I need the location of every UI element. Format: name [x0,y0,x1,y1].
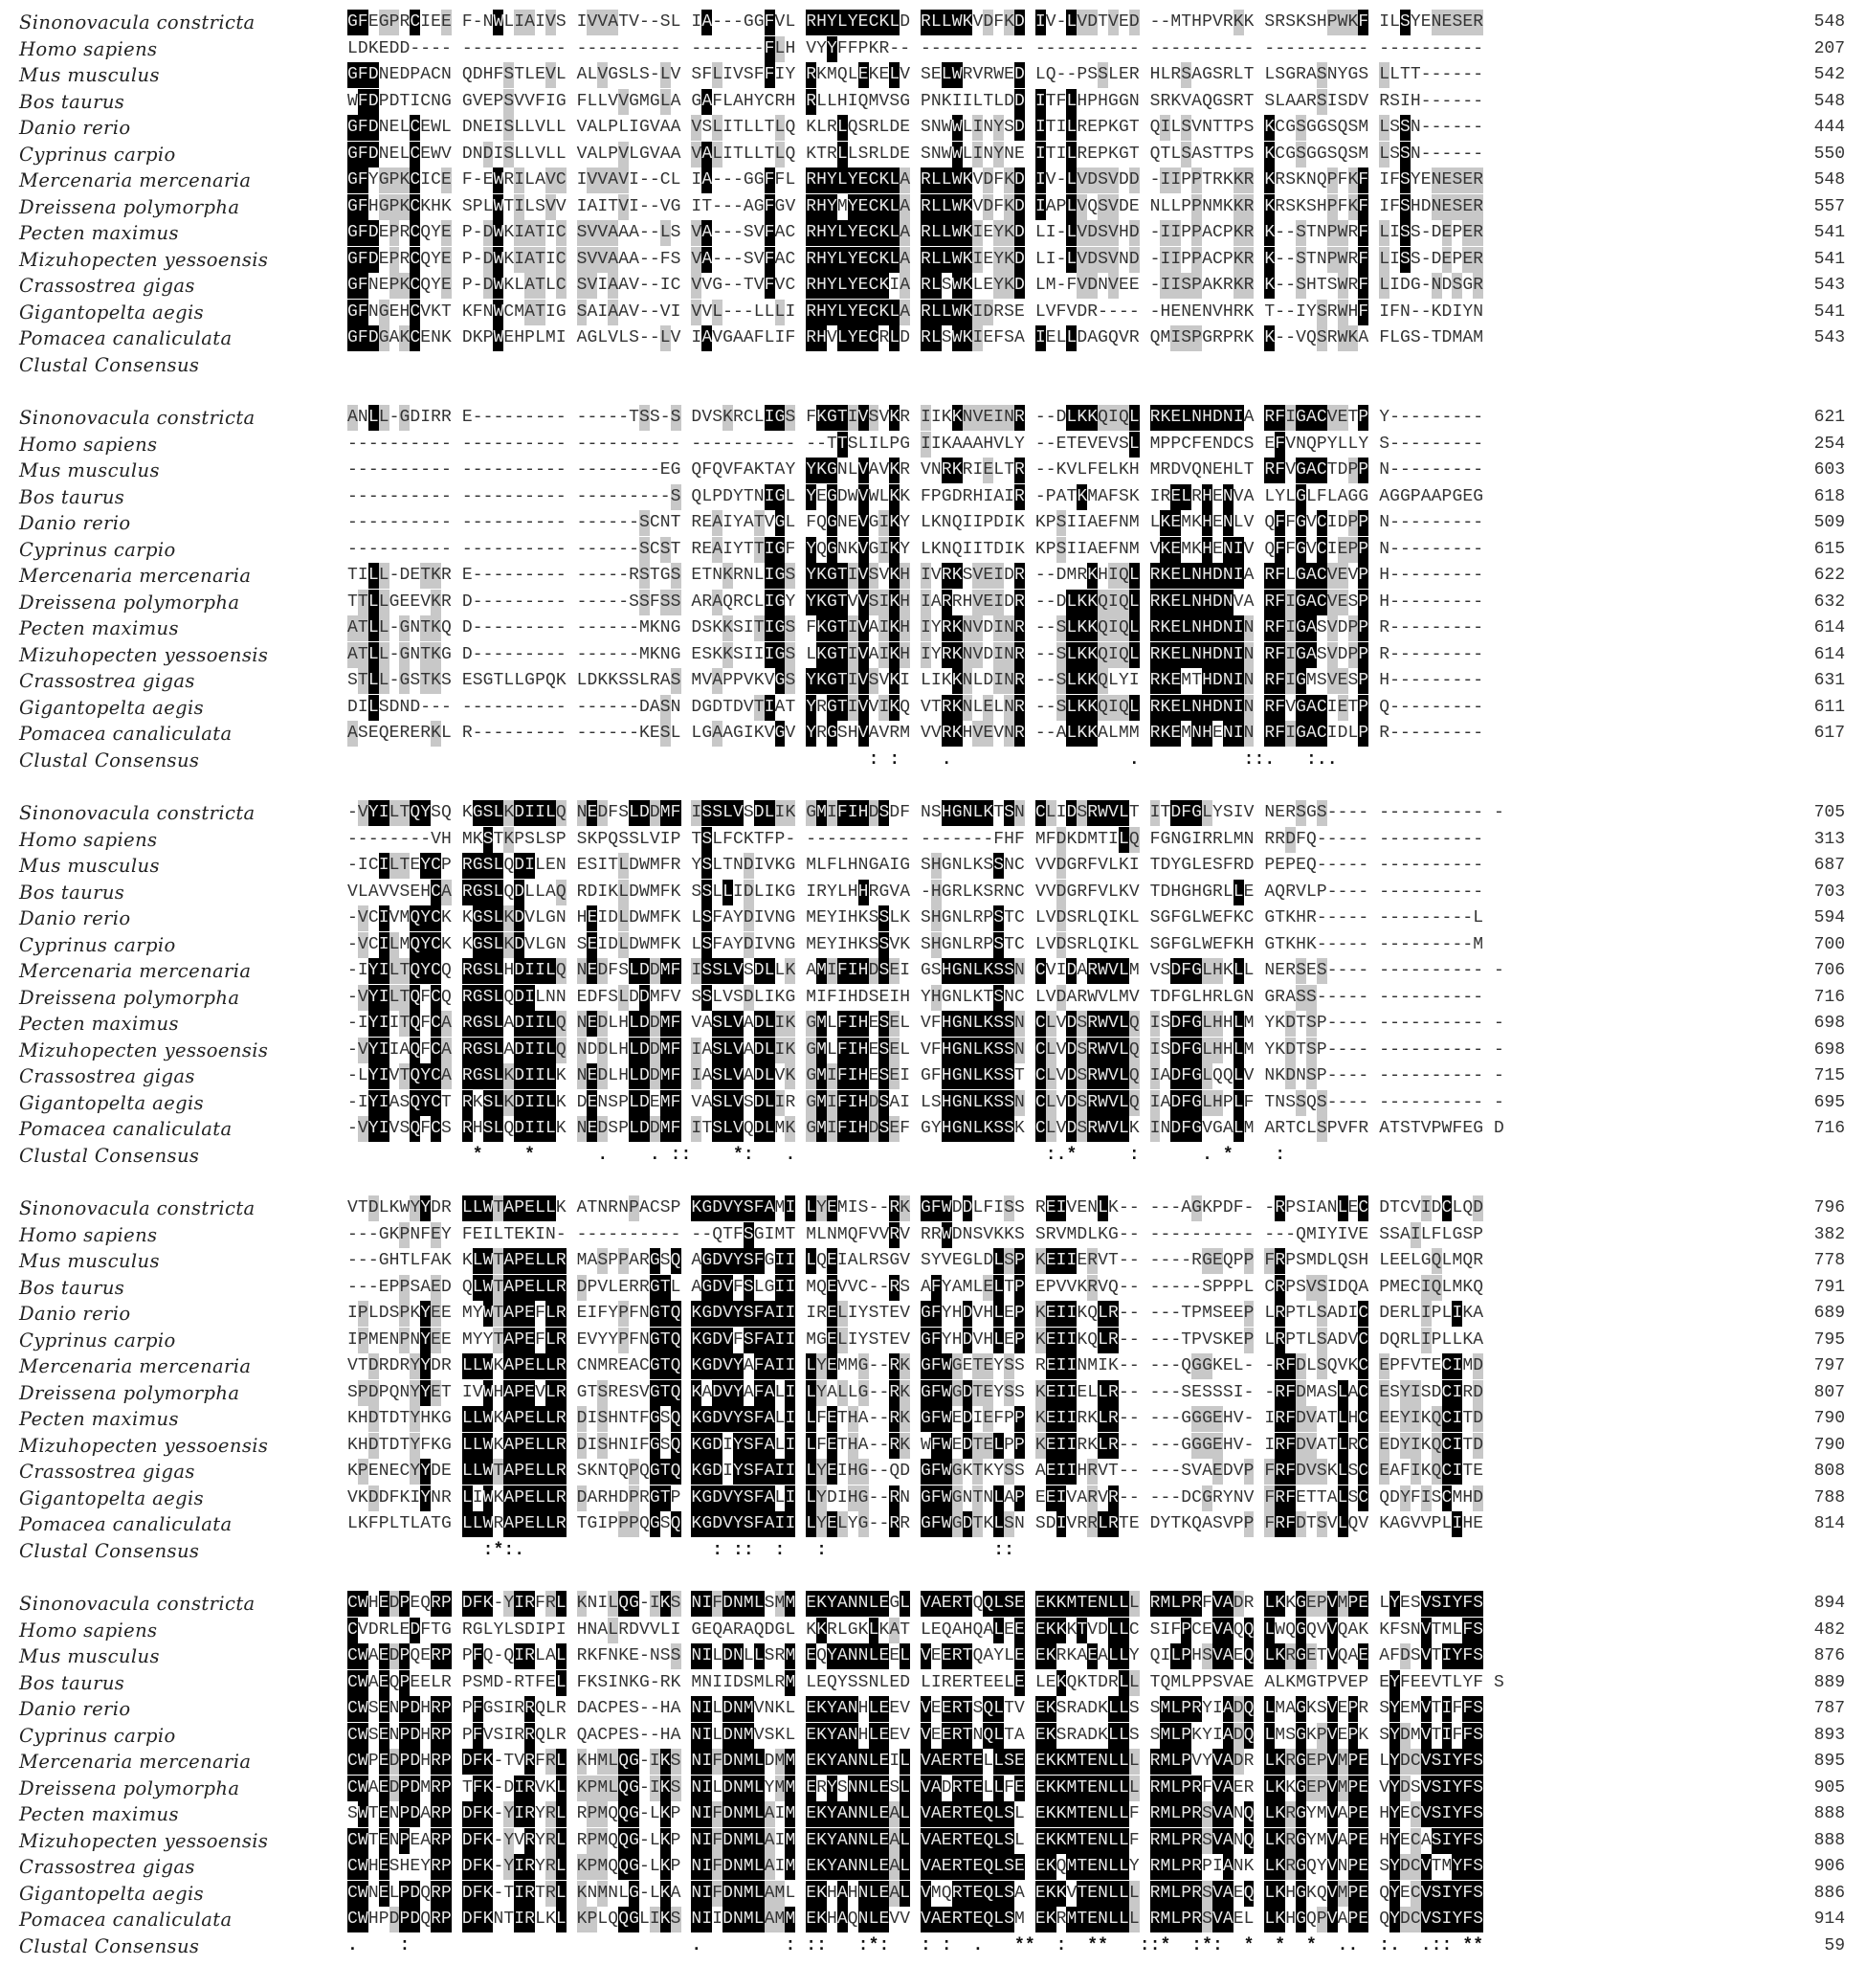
sequence-residues: -IYIASQYCT RKSLKDIILK DENSPLDEMF VASLVSDLIR GMIFIHDSAI LSHGNLKSSN CLVDSRWVLQ IADFGLHPLF TNSSQS---- ---------- - [347,1090,1504,1116]
consensus-count: 59 [1824,1935,1845,1955]
sequence-residues: ATLL-GNTKQ D--------- ------MKNG DSKKSITIGS FKGTIVAIKH IYRKNVDINR --SLKKQIQL RKELNHDNIN RFIGASVDPP R--------- [347,615,1483,641]
residue-end-position: 444 [1813,118,1845,137]
sequence-residues: -VYILTQYSQ KGSLKDIILQ NEDFSLDDMF ISSLVSDLIK GMIFIHDSDF NSHGNLKTSN CLIDSRWVLT ITDFGLYSIV NERSGS---- ---------- - [347,800,1504,826]
species-name: Pecten maximus [19,1803,179,1825]
sequence-residues: -VYIVSQFCS RHSLQDIILK NEDSPLDDMF ITSLVQDLMK GMIFIHDSEF GYHGNLKSSK CLVDSRWVLK INDFGVGALM ARTCLSPVFR ATSTVPWFEG D [347,1116,1504,1142]
sequence-residues: ANLL-GDIRR E--------- -----TSS-S DVSKRCLIGS FKGTIVSVKR IIKKNVEINR --DLKKQIQL RKELNHDNIA RFIGACVETP Y--------- [347,405,1483,431]
sequence-residues: ---GHTLFAK KLWTAPELLR MASPPARGSQ AGDVYSFGII LQEIALRSGV SYVEGLDLSP KEIIERVT-- ----RGEQPP FRPSMDLQSH LEELGQLMQR [347,1248,1483,1274]
sequence-residues: -VYILTQFCQ RGSLQDILNN EDFSLDDMFV SSLVSDLIKG MIFIHDSEIH YHGNLKTSNC LVDARWVLMV TDFGLHRLGN GRASS----- ---------- [347,985,1504,1011]
sequence-row [0,590,1867,615]
sequence-residues: CWHEDPEQRP DFK-YIRFRL KNILQG-IKS NIFDNMLSMM EKYANNLEGL VAERTQQLSE EKKMTENLLL RMLPRFVADR LKKGEPVMPE LYESVSIYFS [347,1591,1504,1617]
residue-end-position: 482 [1813,1619,1845,1640]
sequence-row [0,1776,1867,1801]
sequence-row [0,510,1867,536]
species-name: Mercenaria mercenaria [19,565,252,587]
sequence-residues: IPLDSPKYEE MYWTAPEFLR EIFYPFNGTQ KGDVYSFAII IRELIYSTEV GFYHDVHLEP KEIIKQLR-- ---TPMSEEP LRPTLSADIC DERLIPLIKA [347,1301,1483,1327]
species-name: Pomacea canaliculata [19,723,233,745]
species-name: Crassostrea gigas [19,1856,195,1878]
species-name: Pomacea canaliculata [19,1909,233,1931]
residue-end-position: 706 [1813,961,1845,980]
sequence-row [0,1907,1867,1932]
sequence-row [0,300,1867,325]
species-name: Bos taurus [19,881,125,904]
species-name: Pecten maximus [19,222,179,244]
sequence-residues: GFNGEHCVKT KFNWCMATIG SAIAAV--VI VVL---LLLI RHYLYECKLA RLLWKIDRSE LVFVDR---- -HENENVHRK T--IYSRWHF IFN--KDIYN [347,300,1483,325]
sequence-row [0,10,1867,35]
sequence-residues: CWAEDPDMRP TFK-DIRVKL KPMLQG-IKS NILDNMLYMM ERYSNNLESL VADRTELLFE EKKMTENLLL RMLPRFVAER LKKGEPVMPE VYDSVSIYFS [347,1776,1504,1801]
species-name: Mus musculus [19,1645,160,1667]
species-name: Dreissena polymorpha [19,1776,240,1799]
sequence-row [0,247,1867,273]
sequence-residues: --------VH MKSTKPSLSP SKPQSSLVIP TSLFCKTFP- ---------- -------FHF MFDKDMTILQ FGNGIRRLMN RRDFQ----- ---------- [347,827,1504,853]
sequence-row [0,36,1867,62]
species-name: Bos taurus [19,1276,125,1299]
species-name: Mercenaria mercenaria [19,169,252,191]
consensus-row [0,352,1867,378]
species-name: Homo sapiens [19,1223,158,1246]
species-name: Sinonovacula constricta [19,802,256,824]
species-name: Mizuhopecten yessoensis [19,643,269,666]
residue-end-position: 895 [1813,1752,1845,1771]
sequence-row [0,405,1867,431]
sequence-residues: GFNEPKCQYE P-DWKLATLC SVIAAV--IC VVG--TVFVC RHYLYECKIA RLSWKLEYKD LM-FVDNVEE -IISPAKRKR K--SHTSWRF LIDG-NDSGR [347,273,1483,299]
sequence-row [0,827,1867,853]
sequence-residues: STLL-GSTKS ESGTLLGPQK LDKKSSLRAS MVAPPVKVGS YKGTIVSVKI LIKKNLDINR --SLKKQLYI RKEMTHDNIN RFIGMSVESP H--------- [347,668,1483,694]
sequence-residues: GFDEPRCQYE P-DWKIATIC SVVAAA--FS VA---SVFAC RHYLYECKLA RLLWKIEYKD LI-LVDSVND -IIPPACPKR K--STNPWRF LISS-DEPER [347,247,1483,273]
sequence-residues: GFDNELCEWV DNDISLLVLL VALPVLGVAA VALITLLTLQ KTRLLSRLDE SNWWLINYNE ITILREPKGT QTLSASTTPS KCGSGGSQSM LSSN------ [347,142,1483,168]
sequence-row [0,985,1867,1011]
sequence-row [0,325,1867,351]
alignment-block [0,1581,1867,1977]
residue-end-position: 687 [1813,856,1845,875]
species-name: Homo sapiens [19,828,158,851]
residue-end-position: 698 [1813,1039,1845,1060]
consensus-row [0,1933,1867,1959]
sequence-residues: WFDPDTICNG GVEPSVVFIG FLLVVGMGLA GAFLAHYCRH RLLHIQMVSG PNKIILTLDD ITFLHPHGGN SRKVAQGSRT SLAARSISDV RSIH------ [347,89,1483,115]
sequence-residues: GFDNELCEWL DNEISLLVLL VALPLIGVAA VSLITLLTLQ KLRLQSRLDE SNWWLINYSD ITILREPKGT QILSVNTTPS KCGSGGSQSM LSSN------ [347,115,1483,141]
sequence-row [0,905,1867,931]
residue-end-position: 906 [1813,1857,1845,1876]
sequence-residues: ---------- ---------- ---------- ---------- --TTSLILPG IIKAAAHVLY --ETEVEVSL MPPCFENDCS EFVNQPYLLY S--------- [347,432,1483,458]
sequence-row [0,1881,1867,1907]
species-name: Dreissena polymorpha [19,195,240,218]
sequence-residues: CWSENPDHRP PFVSIRRQLR QACPES--HA NILDNMVSKL EKYANHLEEV VEERTNQLTA EKSRADKLLS SMLPKYIADQ LMSGKPVEPK SYDMVTIFFS [347,1723,1504,1749]
residue-end-position: 548 [1813,12,1845,32]
sequence-residues: GFDNEDPACN QDHFSTLEVL ALVGSLS-LV SFLIVSFFIY RKMQLEKELV SELWRVRWED LQ--PSSLER HLRSAGSRLT LSGRASNYGS LLTT------ [347,62,1483,88]
sequence-row [0,1222,1867,1248]
species-name: Mizuhopecten yessoensis [19,248,269,271]
sequence-row [0,1090,1867,1116]
species-name: Gigantopelta aegis [19,1882,205,1905]
sequence-residues: LDKEDD---- ---------- ---------- -------FLH VYYFFPKR-- ---------- ---------- ---------- ---------- ---------- [347,36,1483,62]
sequence-residues: GFYGPKCICE F-EWRILAVC IVVAVI--CL IA---GGFFL RHYLYECKLA RLLWKVDFKD IV-LVDSVDD -IIPPTRKKR KRSKNQPFKF IFSYENESER [347,168,1483,193]
alignment-block [0,791,1867,1186]
species-name: Mercenaria mercenaria [19,1751,252,1773]
residue-end-position: 543 [1813,328,1845,347]
sequence-residues: IPMENPNYEE MYYTAPEFLR EVYYPFNGTQ KGDVFSFAII MGELIYSTEV GFYHDVHLEP KEIIKQLR-- ---TPVSKEP LRPTLSADVC DQRLIPLLKA [347,1328,1483,1353]
residue-end-position: 631 [1813,671,1845,690]
consensus-row [0,748,1867,773]
sequence-row [0,1511,1867,1537]
residue-end-position: 541 [1813,223,1845,242]
residue-end-position: 541 [1813,302,1845,322]
species-name: Danio rerio [19,907,131,929]
consensus-row [0,1538,1867,1564]
sequence-row [0,484,1867,510]
sequence-row [0,1353,1867,1379]
sequence-residues: DILSDND--- ---------- ------DASN DGDTDVTIAT YRGTIVVIKQ VTRKNLELNR --SLKKQIQL RKELNHDNIN RFVGACIETP Q--------- [347,695,1483,721]
sequence-residues: CVDRLEDFTG RGLYLSDIPI HNALRDVVLI GEQARAQDGL KKRLGKLKAT LEQAHQALEE EKKKTVDLLC SIFPCEVAQQ LWQGQVVQAK KFSNVTMLFS [347,1618,1504,1643]
sequence-row [0,1618,1867,1643]
sequence-residues: VTDRDRYYDR LLWKAPELLR CNMREACGTQ KGDVYAFAII LYEMMG--RK GFWGETEYSS REIINMIK-- ---QGGKEL- -RFDLSQVKC EPFVTECIMD [347,1353,1483,1379]
residue-end-position: 689 [1813,1304,1845,1323]
sequence-row [0,563,1867,589]
sequence-row [0,273,1867,299]
consensus-symbols: . : . : :: :*: : : . ** : ** ::* :*: * * * .. :. .:: ** [347,1935,1484,1955]
sequence-row [0,642,1867,668]
residue-end-position: 548 [1813,91,1845,111]
residue-end-position: 703 [1813,882,1845,902]
sequence-row [0,1591,1867,1617]
consensus-label: Clustal Consensus [19,1539,200,1562]
residue-end-position: 382 [1813,1224,1845,1244]
sequence-residues: GFDGAKCENK DKPWEHPLMI AGLVLS--LV IAVGAAFLIF RHVLYECRLD RLSWKIEFSA IELLDAGQVR QMISPGRPRK K--VQSRWKA FLGS-TDMAM [347,325,1483,351]
consensus-symbols: : : . . ::. :.. [868,749,1338,770]
sequence-residues: VLAVVSEHCA RGSLQDLLAQ RDIKLDWMFK SSLLIDLIKG IRYLHHRGVA -HGRLKSRNC VVDGRFVLKV TDHGHGRLLE AQRVLP---- ---------- [347,880,1504,905]
residue-end-position: 615 [1813,539,1845,559]
consensus-symbols [347,352,1494,378]
residue-end-position: 788 [1813,1487,1845,1508]
residue-end-position: 542 [1813,65,1845,84]
sequence-row [0,1038,1867,1063]
sequence-row [0,1301,1867,1327]
species-name: Danio rerio [19,117,131,139]
sequence-residues: SWTENPDARP DFK-YIRYRL RPMQQG-LKP NIFDNMLAIM EKYANNLEAL VAERTEQLSL EKKMTENLLF RMLPRSVANQ LKRGYMVAPE HYECVSIYFS [347,1801,1504,1827]
residue-end-position: 787 [1813,1699,1845,1718]
species-name: Pecten maximus [19,617,179,639]
species-name: Mus musculus [19,855,160,877]
sequence-row [0,537,1867,563]
sequence-row [0,695,1867,721]
residue-end-position: 313 [1813,829,1845,849]
residue-end-position: 905 [1813,1777,1845,1798]
species-name: Bos taurus [19,1671,125,1694]
species-name: Homo sapiens [19,1619,158,1642]
sequence-residues: ---------- ---------- ------SCST REAIYTTIGF YQGNKVGIKY LKNQIITDIK KPSIIAEFNM VKEMKHENIV QFFGVCIEPP N--------- [347,537,1483,563]
sequence-row [0,1116,1867,1142]
residue-end-position: 797 [1813,1356,1845,1375]
sequence-row [0,1406,1867,1432]
sequence-residues: KPENECYYDE LLWTAPELLR SKNTQPQGTQ KGDIYSFAII LYEIHG--QD GFWGKTKYSS AEIIHRVT-- ---SVAEDVP FRFDVSKLSC EAFIKQCITE [347,1459,1483,1485]
species-name: Danio rerio [19,1303,131,1325]
residue-end-position: 716 [1813,1119,1845,1138]
sequence-residues: VKDDFKIYNR LIWKAPELLR DARHDPRGTP KGDVYSFALI LYDIHG--RN GFWGNTNLAP EEIVARVR-- ---DCGRYNV FRFETTALSC QDYFISCMHD [347,1485,1483,1511]
residue-end-position: 632 [1813,592,1845,612]
sequence-row [0,1063,1867,1089]
sequence-residues: KHDTDTYHKG LLWKAPELLR DISHNTFGSQ KGDVYSFALI LFETHA--RK GFWEDIEFPP KEIIRKLR-- ---GGGEHV- IRFDVATLHC EEYIKQCITD [347,1406,1483,1432]
sequence-row [0,880,1867,905]
sequence-residues: CWAEDPQERP PFQ-QIRLAL RKFNKE-NSS NILDNLLSRM EQYANNLEEL VEERTQAYLE EKRKAEALLY QILPHSVAEQ LKRGETVQAE AFDSVTIYFS [347,1643,1504,1669]
residue-end-position: 621 [1813,408,1845,427]
species-name: Danio rerio [19,512,131,534]
sequence-residues: CWHESHEYRP DFK-YIRYRL KPMQQG-LKP NIFDNMLAIM EKYANNLEAL VAERTEQLSE EKQMTENLLY RMLPRPIANK LKRGQYVNPE SYDCVTMYFS [347,1854,1504,1880]
species-name: Pomacea canaliculata [19,1513,233,1535]
species-name: Sinonovacula constricta [19,1593,256,1615]
species-name: Dreissena polymorpha [19,986,240,1009]
sequence-row [0,1011,1867,1037]
sequence-row [0,1696,1867,1722]
species-name: Homo sapiens [19,37,158,60]
alignment-block [0,1186,1867,1581]
residue-end-position: 790 [1813,1435,1845,1455]
sequence-residues: -VCILMQYCK KGSLKDVLGN SEIDLDWMFK LSFAYDIVNG MEYIHKSSVK SHGNLRPSTC LVDSRLQIKL SGFGLWEFKH GTKHK----- ---------M [347,932,1504,958]
species-name: Gigantopelta aegis [19,1486,205,1509]
species-name: Pomacea canaliculata [19,327,233,349]
sequence-row [0,721,1867,747]
species-name: Pomacea canaliculata [19,1118,233,1140]
consensus-label: Clustal Consensus [19,1144,200,1167]
residue-end-position: 614 [1813,618,1845,637]
sequence-row [0,1749,1867,1775]
sequence-residues: ---------- ---------- ---------S QLPDYTNIGL YEGDWVWLKK FPGDRHIAIR -PATKMAFSK IRELRHENVA LYLGLFLAGG AGGPAAPGEG [347,484,1483,510]
sequence-row [0,220,1867,246]
sequence-residues: GFHGPKCKHK SPLWTILSVV IAITVI--VG IT---AGFGV RHYMYECKLA RLLWKVDFKD IAPLVQSVDE NLLPPNMKKR KRSKSHPFKF IFSHDNESER [347,194,1483,220]
species-name: Dreissena polymorpha [19,1381,240,1404]
sequence-row [0,142,1867,168]
species-name: Sinonovacula constricta [19,1197,256,1219]
species-name: Bos taurus [19,90,125,113]
consensus-symbols: :*:. : :: : : :: [482,1540,1014,1560]
sequence-residues: TILL-DETKR E--------- -----RSTGS ETNKRNLIGS YKGTIVSVKH IVRKSVEIDR --DMRKHIQL RKELNHDNIA RFLGACVEVP H--------- [347,563,1483,589]
species-name: Gigantopelta aegis [19,301,205,324]
sequence-row [0,1328,1867,1353]
sequence-residues: GFEGPRCIEE F-NWLIAIVS IVVATV--SL IA---GGFVL RHYLYECKLD RLLWKVDFKD IV-LVDTVED --MTHPVRKK SRSKSHPWKF ILSYENESER [347,10,1483,35]
species-name: Gigantopelta aegis [19,696,205,719]
residue-end-position: 543 [1813,276,1845,295]
sequence-row [0,932,1867,958]
residue-end-position: 705 [1813,803,1845,822]
residue-end-position: 888 [1813,1804,1845,1823]
alignment-block [0,395,1867,791]
residue-end-position: 893 [1813,1725,1845,1745]
sequence-row [0,1670,1867,1696]
species-name: Danio rerio [19,1698,131,1720]
species-name: Cyprinus carpio [19,933,176,956]
sequence-row [0,853,1867,879]
sequence-residues: -IYIITQFCA RGSLADIILQ NEDLHLDDMF VASLVADLIK GMLFIHESEL VFHGNLKSSN CLVDSRWVLQ ISDFGLHHLM YKDTSP---- ---------- - [347,1011,1504,1037]
species-name: Dreissena polymorpha [19,591,240,614]
consensus-label: Clustal Consensus [19,748,200,771]
sequence-row [0,1723,1867,1749]
sequence-residues: CWTENPEARP DFK-YVRYRL RPMQQG-LKP NIFDNMLAIM EKYANNLEAL VAERTEQLSL EKKMTENLLF RMLPRSVANQ LKRGYMVAPE HYECASIYFS [347,1828,1504,1854]
species-name: Crassostrea gigas [19,670,195,692]
residue-end-position: 814 [1813,1514,1845,1533]
sequence-row [0,1275,1867,1301]
residue-end-position: 557 [1813,196,1845,216]
species-name: Mus musculus [19,64,160,86]
sequence-residues: -LYIVTQYCA RGSLKDIILK NEDLHLDDMF IASLVADLVK GMIFIHESEI GFHGNLKSST CLVDSRWVLQ IADFGLQQLV NKDNSP---- ---------- - [347,1063,1504,1089]
sequence-residues: CWAEQPEELR PSMD-RTFEL FKSINKG-RK MNIIDSMLRM LEQYSSNLED LIRERTEELE LEKQKTDRLL TQMLPPSVAE ALKMGTPVEP EYFEEVTLYF S [347,1670,1504,1696]
residue-end-position: 888 [1813,1830,1845,1850]
sequence-row [0,432,1867,458]
species-name: Homo sapiens [19,433,158,456]
sequence-row [0,194,1867,220]
sequence-residues: ---EPPSAED QLWTAPELLR DPVLERRGTL AGDVFSLGII MQEVVC--RS AFYAMLELTP EPVVKRVQ-- -----SPPPL CRPSVSIDQA PMECIQLMKQ [347,1275,1483,1301]
species-name: Mus musculus [19,459,160,481]
species-name: Mizuhopecten yessoensis [19,1039,269,1061]
sequence-residues: ---GKPNFEY FEILTEKIN- ---------- --QTFSGIMT MLNMQFVVRV RRWDNSVKKS SRVMDLKG-- ---------- ---QMIYIVE SSAILFLGSP [347,1222,1483,1248]
sequence-residues: KHDTDTYFKG LLWKAPELLR DISHNIFGSQ KGDIYSFALI LFETHA--RK WFWEDTELPP KEIIRKLR-- ---GGGEHV- IRFDVATLRC EDYIKQCITD [347,1433,1483,1459]
consensus-symbols: * * . . :: *: . :.* : . * : [472,1145,1286,1165]
sequence-residues: GFDEPRCQYE P-DWKIATIC SVVAAA--LS VA---SVFAC RHYLYECKLA RLLWKIEYKD LI-LVDSVHD -IIPPACPKR K--STNPWRF LISS-DEPER [347,220,1483,246]
residue-end-position: 795 [1813,1329,1845,1350]
sequence-residues: -VYIIAQFCA RGSLADIILQ NDDLHLDDMF IASLVADLIK GMLFIHESEL VFHGNLKSSN CLVDSRWVLQ ISDFGLHHLM YKDTSP---- ---------- - [347,1038,1504,1063]
species-name: Cyprinus carpio [19,143,176,166]
species-name: Mizuhopecten yessoensis [19,1434,269,1457]
species-name: Mus musculus [19,1250,160,1272]
sequence-row [0,1433,1867,1459]
species-name: Mizuhopecten yessoensis [19,1829,269,1852]
sequence-residues: -ICILTEYCP RGSLQDILEN ESITLDWMFR YSLTNDIVKG MLFLHNGAIG SHGNLKSSNC VVDGRFVLKI TDYGLESFRD PEPEQ----- ---------- [347,853,1504,879]
residue-end-position: 614 [1813,644,1845,664]
sequence-row [0,1801,1867,1827]
residue-end-position: 808 [1813,1462,1845,1481]
residue-end-position: 716 [1813,987,1845,1007]
residue-end-position: 603 [1813,460,1845,480]
sequence-row [0,1485,1867,1511]
species-name: Cyprinus carpio [19,538,176,561]
sequence-row [0,1854,1867,1880]
residue-end-position: 914 [1813,1910,1845,1929]
species-name: Crassostrea gigas [19,275,195,297]
sequence-row [0,458,1867,483]
sequence-residues: LKFPLTLATG LLWRAPELLR TGIPPPQGSQ KGDVYSFAII LYELYG--RR GFWGDTKLSN SDIVRRLRTE DYTKQASVPP FRFDTSVLQV KAGVVPLIHE [347,1511,1483,1537]
residue-end-position: 876 [1813,1646,1845,1665]
sequence-residues: -IYILTQYCQ RGSLHDIILQ NEDFSLDDMF ISSLVSDLLK AMIFIHDSEI GSHGNLKSSN CVIDARWVLM VSDFGLHKLL NERSES---- ---------- - [347,958,1504,984]
residue-end-position: 611 [1813,697,1845,717]
residue-end-position: 886 [1813,1883,1845,1903]
species-name: Pecten maximus [19,1013,179,1035]
sequence-row [0,1459,1867,1485]
sequence-residues: -VCIVMQYCK KGSLKDVLGN HEIDLDWMFK LSFAYDIVNG MEYIHKSSLK SHGNLRPSTC LVDSRLQIKL SGFGLWEFKC GTKHR----- ---------L [347,905,1504,931]
consensus-label: Clustal Consensus [19,1934,200,1957]
sequence-row [0,168,1867,193]
residue-end-position: 695 [1813,1092,1845,1112]
residue-end-position: 700 [1813,934,1845,954]
sequence-row [0,1195,1867,1221]
sequence-row [0,615,1867,641]
species-name: Bos taurus [19,485,125,508]
residue-end-position: 622 [1813,566,1845,585]
species-name: Crassostrea gigas [19,1065,195,1087]
sequence-residues: CWPEDPDHRP DFK-TVRFRL KHMLQG-IKS NIFDNMLDMM EKYANNLEIL VAERTELLSE EKKMTENLLL RMLPVYVADR LKRGEPVMPE LYDCVSIYFS [347,1749,1504,1775]
residue-end-position: 889 [1813,1672,1845,1692]
sequence-row [0,89,1867,115]
residue-end-position: 796 [1813,1198,1845,1217]
consensus-label: Clustal Consensus [19,353,200,376]
species-name: Cyprinus carpio [19,1724,176,1747]
species-name: Pecten maximus [19,1408,179,1430]
sequence-row [0,1828,1867,1854]
species-name: Cyprinus carpio [19,1329,176,1351]
species-name: Sinonovacula constricta [19,407,256,429]
sequence-row [0,800,1867,826]
sequence-residues: ATLL-GNTKG D--------- ------MKNG ESKKSIIIGS LKGTIVAIKH IYRKNVDINR --SLKKQIQL RKELNHDNIN RFIGASVDPP R--------- [347,642,1483,668]
species-name: Mercenaria mercenaria [19,960,252,982]
residue-end-position: 594 [1813,908,1845,927]
sequence-row [0,1380,1867,1406]
residue-end-position: 715 [1813,1066,1845,1085]
species-name: Mercenaria mercenaria [19,1355,252,1377]
residue-end-position: 548 [1813,170,1845,190]
sequence-row [0,115,1867,141]
residue-end-position: 207 [1813,38,1845,58]
sequence-row [0,62,1867,88]
sequence-residues: SPDPQNYYET IVWHAPEVLR GTSRESVGTQ KADVYAFALI LYALLG--RK GFWGDTEYSS KEIIELLR-- ---SESSSI- -RFDMASLAC ESYISDCIRD [347,1380,1483,1406]
sequence-row [0,958,1867,984]
residue-end-position: 617 [1813,724,1845,743]
sequence-residues: VTDLKWYYDR LLWTAPELLK ATNRNPACSP KGDVYSFAMI LYEMIS--RK GFWDDLFISS REIVENLK-- ---AGKPDF- -RPSIANLEC DTCVIDCLQD [347,1195,1483,1221]
sequence-row [0,668,1867,694]
species-name: Gigantopelta aegis [19,1091,205,1114]
alignment-block [0,0,1867,395]
sequence-residues: CWSENPDHRP PFGSIRRQLR DACPES--HA NILDNMVNKL EKYANHLEEV VEERTSQLTV EKSRADKLLS SMLPRYIADQ LMAGKSVEPR SYEMVTIFFS [347,1696,1504,1722]
sequence-residues: TTLLGEEVKR D--------- -----SSFSS ARAQRCLIGY YKGTVVSIKH IARRHVEIDR --DLKKQIQL RKELNHDNVA RFIGACVESP H--------- [347,590,1483,615]
sequence-residues: ---------- ---------- ------SCNT REAIYATVGL FQGNEVGIKY LKNQIIPDIK KPSIIAEFNM LKEMKHENLV QFFGVCIDPP N--------- [347,510,1483,536]
sequence-row [0,1248,1867,1274]
residue-end-position: 778 [1813,1251,1845,1270]
residue-end-position: 618 [1813,486,1845,506]
residue-end-position: 790 [1813,1409,1845,1428]
sequence-residues: ---------- ---------- --------EG QFQVFAKTAY YKGNLVAVKR VNRKRIELTR --KVLFELKH MRDVQNEHLT RFVGACTDPP N--------- [347,458,1483,483]
sequence-residues: ASEQERERKL R--------- ------KESL LGAAGIKVGV YRGSHVAVRM VVRKHVEVNR --ALKKALMM RKEMNHENIN RFIGACIDLP R--------- [347,721,1483,747]
residue-end-position: 254 [1813,434,1845,454]
consensus-row [0,1143,1867,1169]
residue-end-position: 807 [1813,1382,1845,1402]
species-name: Sinonovacula constricta [19,11,256,34]
residue-end-position: 894 [1813,1594,1845,1613]
sequence-row [0,1643,1867,1669]
residue-end-position: 791 [1813,1277,1845,1297]
sequence-residues: CWHPDPDQRP DFKNTIRLKL KPLQQGLIKS NIIDNMLAMM EKHAQNLEVV VAERTEQLSM EKRMTENLLL RMLPRSVAEL LKHGQPVAPE QYDCVSIYFS [347,1907,1504,1932]
residue-end-position: 698 [1813,1014,1845,1033]
residue-end-position: 509 [1813,513,1845,532]
species-name: Crassostrea gigas [19,1461,195,1483]
sequence-residues: CWNELPDQRP DFK-TIRTRL KNMNLG-LKA NIFDNMLAML EKHAHNLEAL VMQRTEQLSA EKKVTENLLL RMLPRSVAEQ LKHGKQVMPE QYECVSIYFS [347,1881,1504,1907]
residue-end-position: 541 [1813,249,1845,269]
residue-end-position: 550 [1813,144,1845,164]
